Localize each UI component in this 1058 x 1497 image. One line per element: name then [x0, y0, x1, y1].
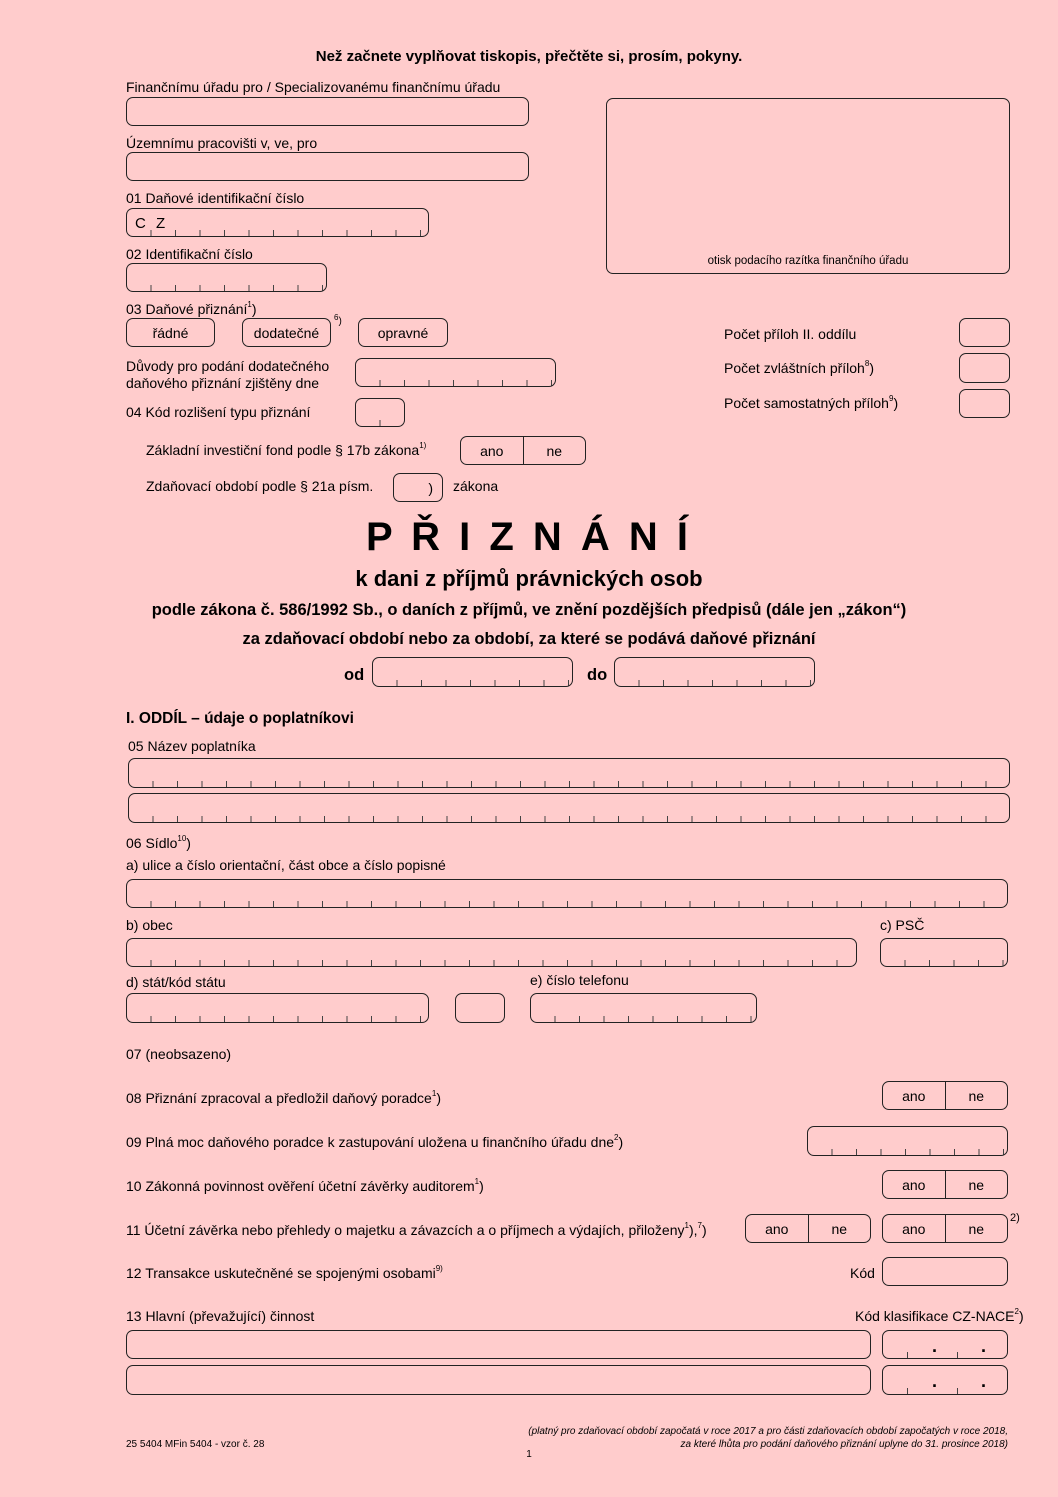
- period-to-label: do: [587, 666, 608, 684]
- name-input-line2[interactable]: [128, 793, 1010, 823]
- attachments-independent-label: Počet samostatných příloh$^9$): [724, 394, 899, 411]
- country-label: d) stát/kód státu: [126, 974, 226, 990]
- period-to-input[interactable]: [614, 657, 815, 687]
- row-11-toggle-b[interactable]: [882, 1214, 1008, 1243]
- zip-input[interactable]: [880, 938, 1008, 967]
- row-13-nace-input-1[interactable]: . .: [882, 1330, 1008, 1359]
- row-13-nace-input-2[interactable]: . .: [882, 1365, 1008, 1395]
- row-13-label: 13 Hlavní (převažující) činnost: [126, 1308, 315, 1324]
- row-13-activity-line2[interactable]: [126, 1365, 871, 1395]
- return-type-opravne[interactable]: opravné: [358, 318, 448, 347]
- phone-input[interactable]: [530, 993, 757, 1023]
- page-title: P Ř I Z N Á N Í: [366, 515, 692, 559]
- stamp-box: [606, 98, 1010, 274]
- id-number-label: 02 Identifikační číslo: [126, 246, 253, 262]
- row-13-activity-line1[interactable]: [126, 1330, 871, 1359]
- row-11-a-no[interactable]: ne: [808, 1215, 871, 1242]
- section1-heading: I. ODDÍL – údaje o poplatníkovi: [126, 710, 354, 727]
- attachments-special-label: Počet zvláštních příloh$^8$): [724, 359, 874, 376]
- city-input[interactable]: [126, 938, 857, 967]
- row-13-code-label: Kód klasifikace CZ-NACE$^2$): [855, 1307, 1024, 1324]
- tax-id-label: 01 Daňové identifikační číslo: [126, 190, 305, 206]
- office-label: Finančnímu úřadu pro / Specializovanému finančnímu úřadu: [126, 79, 501, 95]
- period-21a-paren: ): [428, 480, 433, 496]
- validity-note-2: za které lhůta pro podání daňového přiznání uplyne do 31. prosince 2018): [680, 1439, 1008, 1450]
- row-12-code-input[interactable]: [882, 1257, 1008, 1286]
- country-code-input[interactable]: [455, 993, 505, 1023]
- row-10-yes[interactable]: ano: [902, 1176, 926, 1193]
- validity-note-1: (platný pro zdaňovací období započatá v roce 2017 a pro části zdaňovacích období započatých v roce 2018,: [528, 1426, 1008, 1437]
- row-11-b-yes[interactable]: ano: [902, 1220, 926, 1237]
- reasons-label-1: Důvody pro podání dodatečného: [126, 358, 330, 374]
- attachments-part2-input[interactable]: [959, 318, 1010, 347]
- row-10-no[interactable]: ne: [945, 1171, 1008, 1198]
- type-code-input[interactable]: [355, 398, 405, 427]
- name-input-line1[interactable]: [128, 758, 1010, 788]
- seat-label: 06 Sídlo$^{10}$): [126, 834, 191, 851]
- street-input[interactable]: [126, 879, 1008, 908]
- page-number: 1: [526, 1449, 532, 1460]
- reasons-date-input[interactable]: [355, 358, 556, 387]
- attachments-special-input[interactable]: [959, 353, 1010, 383]
- period-21a-input[interactable]: [393, 473, 443, 502]
- type-code-label: 04 Kód rozlišení typu přiznání: [126, 404, 311, 420]
- office-input[interactable]: [126, 97, 529, 126]
- row-11-label: 11 Účetní závěrka nebo přehledy o majetku a závazcích a o příjmech a výdajích, přiloženy$^1$),$^7$): [126, 1221, 707, 1238]
- return-type-dodatecne[interactable]: dodatečné: [242, 318, 331, 347]
- tax-id-input[interactable]: [126, 208, 429, 237]
- period-from-label: od: [344, 666, 365, 684]
- period-21a-suffix: zákona: [453, 478, 499, 494]
- header-note: Než začnete vyplňovat tiskopis, přečtěte si, prosím, pokyny.: [315, 48, 743, 65]
- row-08-yes[interactable]: ano: [902, 1087, 926, 1104]
- row-10-label: 10 Zákonná povinnost ověření účetní závěrky auditorem$^1$): [126, 1177, 484, 1194]
- row-07-label: 07 (neobsazeno): [126, 1046, 232, 1062]
- country-input[interactable]: [126, 993, 429, 1023]
- row-10-toggle[interactable]: [882, 1170, 1008, 1199]
- dodatecne-note: $^6$): [334, 313, 342, 327]
- invest-fund-no[interactable]: ne: [523, 437, 586, 464]
- row-12-label: 12 Transakce uskutečněné se spojenými osobami$^{9)}$: [126, 1264, 443, 1281]
- row-08-no[interactable]: ne: [945, 1082, 1008, 1109]
- reasons-label-2: daňového přiznání zjištěny dne: [126, 375, 320, 391]
- row-11-a-yes[interactable]: ano: [765, 1220, 789, 1237]
- attachments-part2-label: Počet příloh II. oddílu: [724, 326, 857, 342]
- row-11-note: 2): [1010, 1212, 1020, 1224]
- workplace-label: Územnímu pracovišti v, ve, pro: [126, 135, 318, 151]
- attachments-independent-input[interactable]: [959, 389, 1010, 418]
- form-code: 25 5404 MFin 5404 - vzor č. 28: [126, 1439, 265, 1450]
- period-description: za zdaňovací období nebo za období, za které se podává daňové přiznání: [242, 630, 816, 648]
- row-12-code-label: Kód: [850, 1265, 875, 1281]
- phone-label: e) číslo telefonu: [530, 972, 629, 988]
- row-09-label: 09 Plná moc daňového poradce k zastupování uložena u finančního úřadu dne$^2$): [126, 1133, 624, 1150]
- law-reference: podle zákona č. 586/1992 Sb., o daních z příjmů, ve znění pozdějších předpisů (dále jen „zákon“): [151, 601, 907, 619]
- row-11-b-no[interactable]: ne: [945, 1215, 1008, 1242]
- invest-fund-yes[interactable]: ano: [480, 442, 504, 459]
- id-number-input[interactable]: [126, 263, 327, 292]
- zip-label: c) PSČ: [880, 917, 925, 933]
- tax-id-prefix: C Z: [135, 215, 169, 232]
- stamp-label: otisk podacího razítka finančního úřadu: [707, 255, 909, 267]
- street-label: a) ulice a číslo orientační, část obce a číslo popisné: [126, 857, 446, 873]
- invest-fund-toggle[interactable]: [460, 436, 586, 465]
- invest-fund-label: Základní investiční fond podle § 17b zákona$^{1)}$: [146, 441, 427, 458]
- workplace-input[interactable]: [126, 152, 529, 181]
- name-label: 05 Název poplatníka: [128, 738, 256, 754]
- row-11-toggle-a[interactable]: [745, 1214, 871, 1243]
- return-type-label: 03 Daňové přiznání$^1$): [126, 300, 257, 317]
- city-label: b) obec: [126, 917, 173, 933]
- row-08-label: 08 Přiznání zpracoval a předložil daňový poradce$^1$): [126, 1089, 441, 1106]
- period-from-input[interactable]: [372, 657, 573, 687]
- row-09-date-input[interactable]: [807, 1126, 1008, 1156]
- page-subtitle: k dani z příjmů právnických osob: [355, 566, 703, 591]
- row-08-toggle[interactable]: [882, 1081, 1008, 1110]
- period-21a-label: Zdaňovací období podle § 21a písm.: [146, 478, 374, 494]
- return-type-radne[interactable]: řádné: [126, 318, 215, 347]
